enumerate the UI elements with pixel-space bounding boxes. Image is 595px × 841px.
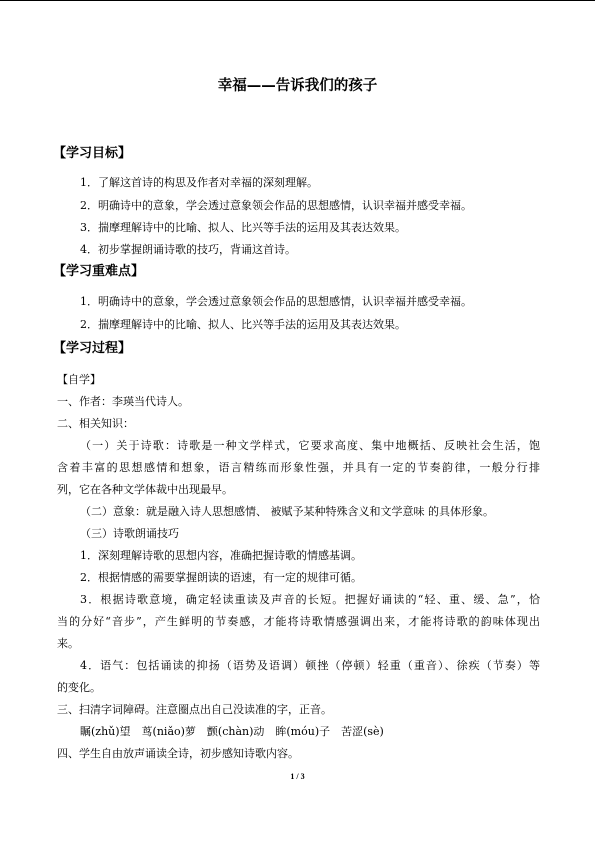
recitation-tip-2: 2．根据情感的需要掌握朗读的语速，有一定的规律可循。 <box>80 571 362 584</box>
goal-item-4: 4．初步掌握朗诵诗歌的技巧，背诵这首诗。 <box>80 243 296 256</box>
recitation-tip-3-line-3: 来。 <box>57 637 79 650</box>
document-title: 幸福——告诉我们的孩子 <box>217 78 378 94</box>
related-knowledge-heading: 二、相关知识： <box>57 417 134 430</box>
recitation-tip-4-line-1: 4．语气：包括诵读的抑扬（语势及语调）顿挫（停顿）轻重（重音）、徐疾（节奏）等 <box>80 659 540 672</box>
goal-item-1: 1．了解这首诗的构思及作者对幸福的深刻理解。 <box>80 176 318 189</box>
recitation-tip-3-line-1: 3．根据诗歌意境，确定轻读重读及声音的长短。把握好诵读的“轻、重、缓、急”，恰 <box>80 593 540 606</box>
recitation-tips-heading: （三）诗歌朗诵技巧 <box>80 527 179 540</box>
key-point-item-2: 2．揣摩理解诗中的比喻、拟人、比兴等手法的运用及其表达效果。 <box>80 318 406 331</box>
goal-item-3: 3．揣摩理解诗中的比喻、拟人、比兴等手法的运用及其表达效果。 <box>80 221 406 234</box>
goal-item-2: 2．明确诗中的意象，学会透过意象领会作品的思想感情，认识幸福并感受幸福。 <box>80 199 472 212</box>
page-top-rule <box>0 0 595 1</box>
poetry-definition-line-2: 含着丰富的思想感情和想象，语言精练而形象性强，并具有一定的节奏韵律，一般分行排 <box>57 461 540 474</box>
recitation-tip-3-line-2: 当的分好“音步”，产生鲜明的节奏感，才能将诗歌情感强调出来，才能将诗歌的韵味体现出 <box>57 615 540 628</box>
goals-heading: 【学习目标】 <box>53 146 132 161</box>
imagery-definition: （二）意象：就是融入诗人思想感情、 被赋予某种特殊含义和文学意味 的具体形象。 <box>80 505 494 518</box>
clear-words-heading: 三、扫清字词障碍。注意圈点出自己没读准的字，正音。 <box>57 703 332 716</box>
poetry-definition-line-1: （一）关于诗歌：诗歌是一种文学样式，它要求高度、集中地概括、反映社会生活，饱 <box>80 439 540 452</box>
word-pronunciation-list: 瞩(zhǔ)望 茑(niǎo)萝 颤(chàn)动 眸(móu)子 苦涩(sè) <box>80 725 384 738</box>
self-study-label: 【自学】 <box>57 373 101 386</box>
poetry-definition-line-3: 列，它在各种文学体裁中出现最早。 <box>57 483 233 496</box>
page-number: 1 / 3 <box>290 772 305 781</box>
process-heading: 【学习过程】 <box>53 341 132 356</box>
recitation-tip-4-line-2: 的变化。 <box>57 681 101 694</box>
key-points-heading: 【学习重难点】 <box>53 264 145 279</box>
key-point-item-1: 1．明确诗中的意象，学会透过意象领会作品的思想感情，认识幸福并感受幸福。 <box>80 295 472 308</box>
author-line: 一、作者：李瑛当代诗人。 <box>57 395 189 408</box>
read-aloud-instruction: 四、学生自由放声诵读全诗，初步感知诗歌内容。 <box>57 747 299 760</box>
recitation-tip-1: 1．深刻理解诗歌的思想内容，准确把握诗歌的情感基调。 <box>80 549 362 562</box>
